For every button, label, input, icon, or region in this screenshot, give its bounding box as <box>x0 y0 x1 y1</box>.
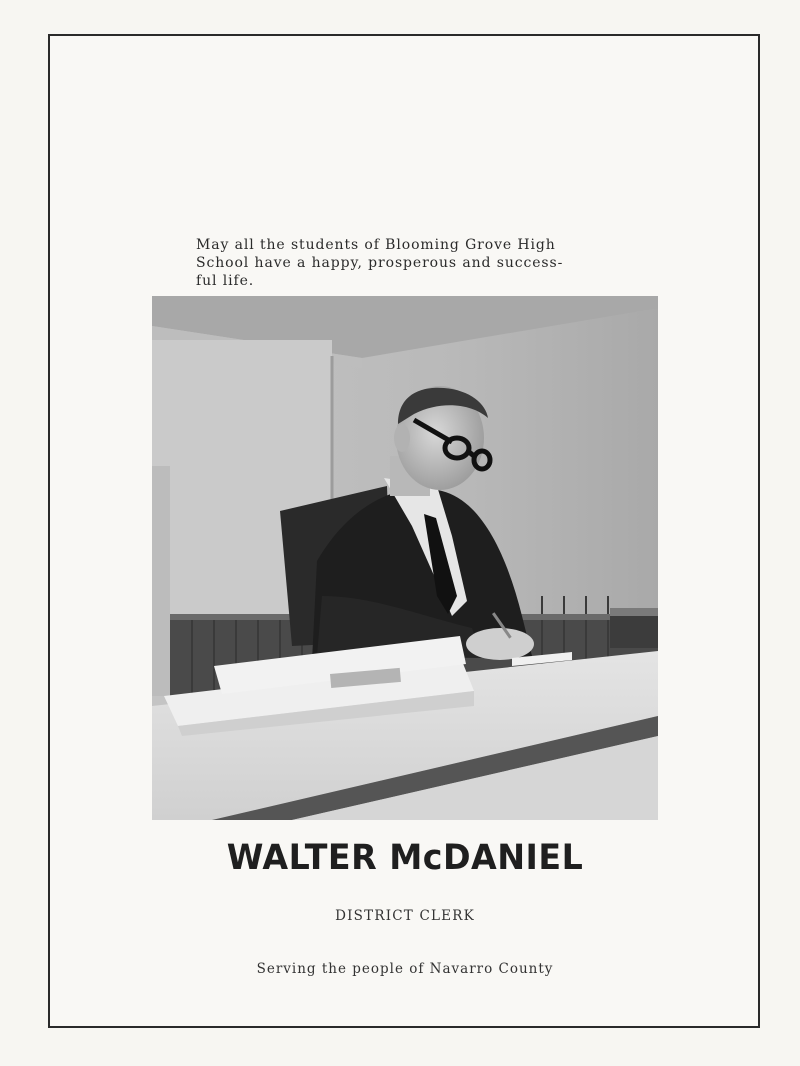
greeting-line-3: ful life. <box>196 273 255 289</box>
greeting-line-2: School have a happy, prosperous and success- <box>196 255 564 271</box>
person-name: WALTER McDANIEL <box>226 838 584 878</box>
greeting-message <box>196 236 626 290</box>
man-at-desk-photo <box>152 296 658 820</box>
greeting-line-1: May all the students of Blooming Grove High <box>196 237 556 253</box>
job-title: DISTRICT CLERK <box>335 908 475 924</box>
service-statement: Serving the people of Navarro County <box>256 961 554 977</box>
